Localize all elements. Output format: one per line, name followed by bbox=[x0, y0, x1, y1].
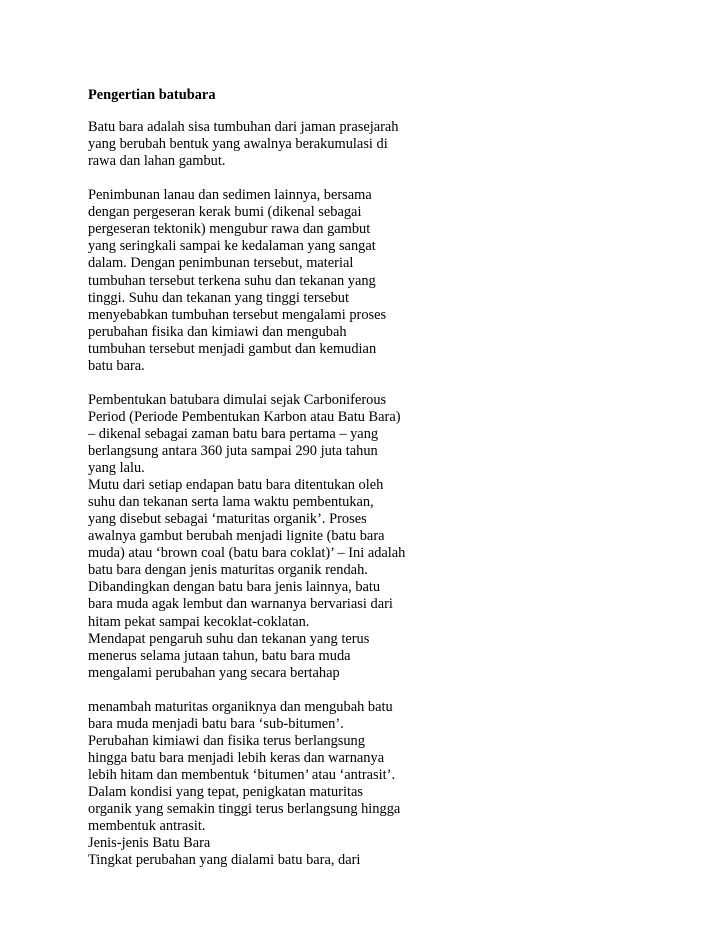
text-line: Penimbunan lanau dan sedimen lainnya, bersama bbox=[88, 187, 372, 204]
text-line: membentuk antrasit. bbox=[88, 818, 206, 835]
text-line: Pembentukan batubara dimulai sejak Carboniferous bbox=[88, 391, 387, 408]
text-line: bara muda menjadi batu bara ‘sub-bitumen’. bbox=[88, 715, 344, 732]
text-line: dalam. Dengan penimbunan tersebut, material bbox=[88, 255, 354, 272]
text-line: Mutu dari setiap endapan batu bara ditentukan oleh bbox=[88, 477, 384, 494]
text-line: mengalami perubahan yang secara bertahap bbox=[88, 664, 340, 681]
text-line: yang lalu. bbox=[88, 460, 145, 476]
text-line: muda) atau ‘brown coal (batu bara coklat)’ – Ini adalah bbox=[88, 545, 406, 562]
text-line: tumbuhan tersebut menjadi gambut dan kemudian bbox=[88, 340, 377, 357]
text-line: batu bara dengan jenis maturitas organik rendah. bbox=[88, 562, 368, 579]
text-line: pergeseran tektonik) mengubur rawa dan gambut bbox=[88, 221, 371, 238]
text-line: dengan pergeseran kerak bumi (dikenal sebagai bbox=[88, 204, 362, 221]
text-line: batu bara. bbox=[88, 357, 145, 374]
text-line: Dibandingkan dengan batu bara jenis lainnya, batu bbox=[88, 579, 381, 596]
text-line: menyebabkan tumbuhan tersebut mengalami proses bbox=[88, 306, 387, 323]
text-line: berlangsung antara 360 juta sampai 290 juta tahun bbox=[88, 442, 378, 459]
text-line: lebih hitam dan membentuk ‘bitumen’ atau ‘antrasit’. bbox=[88, 766, 396, 783]
text-line: awalnya gambut berubah menjadi lignite (batu bara bbox=[88, 528, 385, 545]
text-line: perubahan fisika dan kimiawi dan mengubah bbox=[88, 323, 347, 340]
text-line: bara muda agak lembut dan warnanya bervariasi dari bbox=[88, 596, 393, 613]
text-line: – dikenal sebagai zaman batu bara pertama – yang bbox=[88, 425, 379, 442]
text-line: tinggi. Suhu dan tekanan yang tinggi tersebut bbox=[88, 289, 349, 306]
text-line: Batu bara adalah sisa tumbuhan dari jaman prasejarah bbox=[88, 119, 399, 135]
text-line: yang disebut sebagai ‘maturitas organik’. Proses bbox=[88, 511, 367, 528]
text-line: Period (Periode Pembentukan Karbon atau Batu Bara) bbox=[88, 408, 401, 425]
text-line: rawa dan lahan gambut. bbox=[88, 153, 226, 170]
text-line: hingga batu bara menjadi lebih keras dan warnanya bbox=[88, 749, 385, 766]
text-line: suhu dan tekanan serta lama waktu pembentukan, bbox=[88, 494, 374, 511]
text-line: Perubahan kimiawi dan fisika terus berlangsung bbox=[88, 732, 365, 749]
document-title: Pengertian batubara bbox=[88, 87, 216, 103]
text-line: Jenis-jenis Batu Bara bbox=[88, 835, 211, 852]
text-line: menerus selama jutaan tahun, batu bara muda bbox=[88, 647, 351, 664]
text-line: Mendapat pengaruh suhu dan tekanan yang terus bbox=[88, 630, 370, 647]
text-line: Dalam kondisi yang tepat, penigkatan maturitas bbox=[88, 784, 363, 800]
text-line: menambah maturitas organiknya dan mengubah batu bbox=[88, 698, 393, 715]
text-line: organik yang semakin tinggi terus berlangsung hingga bbox=[88, 801, 401, 817]
text-line: yang berubah bentuk yang awalnya berakumulasi di bbox=[88, 136, 388, 153]
text-line: tumbuhan tersebut terkena suhu dan tekanan yang bbox=[88, 272, 376, 289]
text-line: hitam pekat sampai kecoklat-coklatan. bbox=[88, 613, 310, 630]
text-line: Tingkat perubahan yang dialami batu bara, dari bbox=[88, 852, 361, 869]
text-line: yang seringkali sampai ke kedalaman yang sangat bbox=[88, 238, 376, 255]
